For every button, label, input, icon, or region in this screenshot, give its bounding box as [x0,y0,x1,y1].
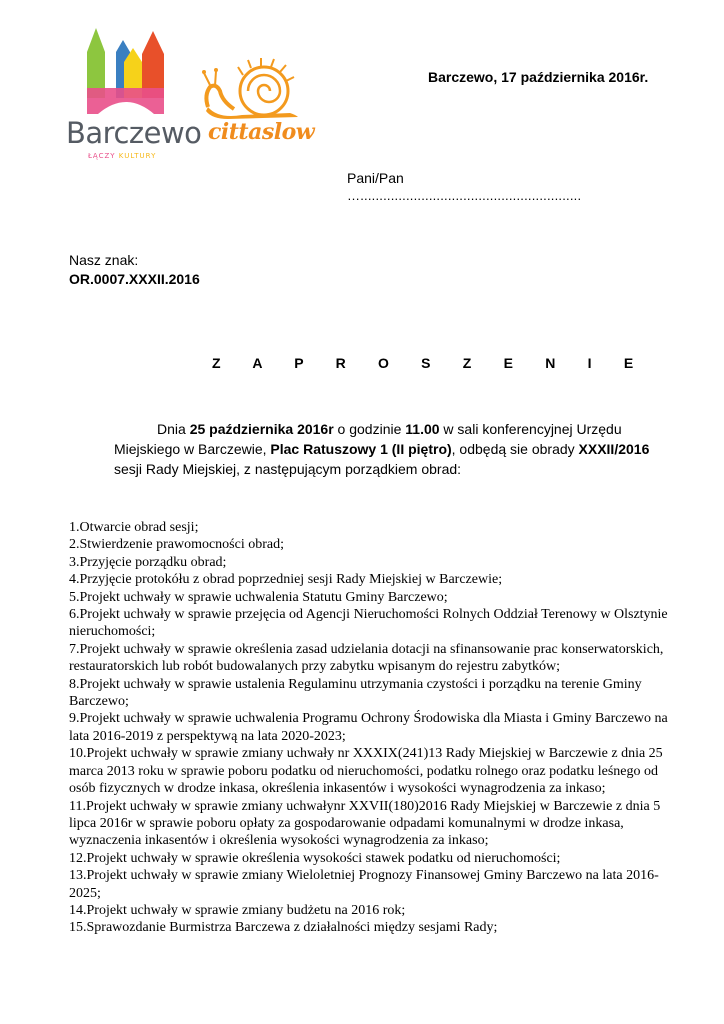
tagline-part-a: ŁĄCZY [88,152,116,160]
agenda-item: 15.Sprawozdanie Burmistrza Barczewa z działalności między sesjami Rady; [69,920,498,936]
intro-text-5: sesji Rady Miejskiej, z następującym porządkiem obrad: [114,461,462,477]
agenda-item: 9.Projekt uchwały w sprawie uchwalenia Programu Ochrony Środowiska dla Miasta i Gminy Barczewo na lata 2016-2019 z perspektywą na lata 2020-2023; [69,711,668,744]
salutation: Pani/Pan [347,170,404,186]
barczewo-logo [62,28,202,163]
reference-label: Nasz znak: [69,252,139,268]
recipient-placeholder: ….......................................................... [347,188,582,203]
agenda-item: 7.Projekt uchwały w sprawie określenia zasad udzielania dotacji na sfinansowanie prac konserwatorskich, restauratorskich lub robót budowalanych przy zabytku wpisanym do rejestru zabytków; [69,641,664,675]
barczewo-logo-text: Barczewo [66,116,202,150]
session-place: Plac Ratuszowy 1 (II piętro) [270,441,452,457]
invitation-paragraph [114,419,674,479]
agenda-item: 13.Projekt uchwały w sprawie zmiany Wieloletniej Prognozy Finansowej Gminy Barczewo na lata 2016-2025; [69,868,659,901]
agenda-item: 6.Projekt uchwały w sprawie przejęcia od Agencji Nieruchomości Rolnych Oddział Terenowy w Olsztynie nieruchomości; [69,607,668,640]
agenda-item: 1.Otwarcie obrad sesji; [69,520,199,535]
agenda-item: 4.Przyjęcie protokółu z obrad poprzedniej sesji Rady Miejskiej w Barczewie; [69,572,503,588]
cittaslow-logo-text: cittaslow [208,119,315,145]
agenda-item: 14.Projekt uchwały w sprawie zmiany budżetu na 2016 rok; [69,902,406,918]
agenda-item: 2.Stwierdzenie prawomocności obrad; [69,537,284,553]
intro-text-1: Dnia [157,421,190,437]
agenda-item: 5.Projekt uchwały w sprawie uchwalenia Statutu Gminy Barczewo; [69,589,448,605]
barczewo-towers-emblem [86,28,170,114]
cittaslow-logo [198,55,315,155]
barczewo-logo-tagline [88,152,156,160]
tagline-part-b: KULTURY [118,152,157,160]
agenda-item: 11.Projekt uchwały w sprawie zmiany uchwałynr XXVII(180)2016 Rady Miejskiej w Barczewie z dnia 5 lipca 2016r w sprawie poboru opłaty za gospodarowanie odpadami komunalnymi w drodze inkasa, wyznaczenia inkasentów i określenia wysokości wynagrodzenia za inkaso; [69,798,661,849]
agenda-item: 10.Projekt uchwały w sprawie zmiany uchwały nr XXXIX(241)13 Rady Miejskiej w Barczewie z dnia 25 marca 2013 roku w sprawie poboru podatku od nieruchomości, podatku rolnego oraz podatku leśnego od osób fizycznych w drodze inkasa, określenia inkasentów i wysokości wynagrodzenia za inkaso; [69,746,663,797]
agenda-list [69,519,669,937]
letter-date: Barczewo, 17 października 2016r. [428,69,649,85]
session-time: 11.00 [405,421,440,437]
session-date: 25 października 2016r [189,421,334,437]
agenda-item: 8.Projekt uchwały w sprawie ustalenia Regulaminu utrzymania czystości i porządku na terenie Gminy Barczewo; [69,676,642,710]
agenda-item: 12.Projekt uchwały w sprawie określenia wysokości stawek podatku od nieruchomości; [69,850,561,866]
reference-number: OR.0007.XXXII.2016 [69,271,200,287]
session-number: XXXII/2016 [578,441,650,457]
agenda-item: 3.Przyjęcie porządku obrad; [69,554,227,570]
intro-text-3: w sali konferencyjnej Urzędu Miejskiego w Barczewie, [114,421,622,457]
intro-text-2: o godzinie [333,421,406,437]
intro-text-4: , odbędą sie obrady [451,441,579,457]
snail-icon [198,55,308,125]
document-title: Z A P R O S Z E N I E [212,355,648,371]
